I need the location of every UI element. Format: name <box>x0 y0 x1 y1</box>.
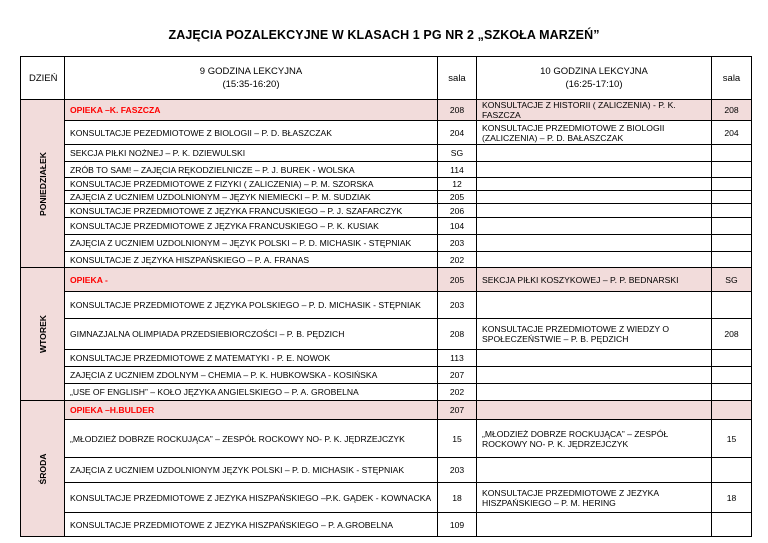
activity-cell: „USE OF ENGLISH” – KOŁO JĘZYKA ANGIELSKIEGO – P. A. GROBELNA <box>65 384 438 401</box>
empty-cell <box>712 178 752 191</box>
table-row <box>21 483 752 513</box>
activity-cell: GIMNAZJALNA OLIMPIADA PRZEDSIEBIORCZOŚCI – P. B. PĘDZICH <box>65 319 438 350</box>
room-cell: 113 <box>438 350 477 367</box>
table-row <box>21 191 752 204</box>
schedule-table <box>20 56 752 537</box>
room-cell: 206 <box>438 204 477 218</box>
empty-cell <box>477 384 712 401</box>
room-cell: 207 <box>438 367 477 384</box>
day-label: ŚRODA <box>37 452 48 485</box>
table-row <box>21 319 752 350</box>
table-row <box>21 178 752 191</box>
table-row <box>21 350 752 367</box>
table-row <box>21 252 752 268</box>
day-cell-monday <box>21 100 65 268</box>
table-row <box>21 367 752 384</box>
header-day: DZIEŃ <box>21 57 65 100</box>
empty-cell <box>477 367 712 384</box>
activity-cell: OPIEKA –H.BULDER <box>65 401 438 420</box>
activity-cell: SEKCJA PIŁKI KOSZYKOWEJ – P. P. BEDNARSKI <box>477 268 712 292</box>
header-lesson-9-label: 9 GODZINA LEKCYJNA <box>199 66 303 77</box>
room-cell: 205 <box>438 191 477 204</box>
empty-cell <box>712 145 752 162</box>
activity-cell: KONSULTACJE Z HISTORII ( ZALICZENIA) - P. K. FASZCZA <box>477 100 712 121</box>
activity-cell: KONSULTACJE PRZEDMIOTOWE Z BIOLOGII (ZALICZENIA) – P. D. BAŁASZCZAK <box>477 121 712 145</box>
activity-cell: KONSULTACJE PRZEDMIOTOWE Z JEZYKA HISZPAŃSKIEGO – P. M. HERING <box>477 483 712 513</box>
activity-cell: ZAJĘCIA Z UCZNIEM UZDOLNIONYM – JĘZYK POLSKI – P. D. MICHASIK - STĘPNIAK <box>65 235 438 252</box>
empty-cell <box>712 235 752 252</box>
empty-cell <box>712 162 752 178</box>
room-cell: 204 <box>712 121 752 145</box>
room-cell: 114 <box>438 162 477 178</box>
activity-cell: ZAJĘCIA Z UCZNIEM UZDOLNIONYM JĘZYK POLSKI – P. D. MICHASIK - STĘPNIAK <box>65 458 438 483</box>
empty-cell <box>712 384 752 401</box>
empty-cell <box>712 513 752 537</box>
empty-cell <box>477 401 712 420</box>
activity-cell: KONSULTACJE PRZEDMIOTOWE Z JĘZYKA FRANCUSKIEGO – P. K. KUSIAK <box>65 218 438 235</box>
activity-cell: KONSULTACJE PEZEDMIOTOWE Z BIOLOGII – P. D. BŁASZCZAK <box>65 121 438 145</box>
empty-cell <box>712 350 752 367</box>
room-cell: 202 <box>438 252 477 268</box>
empty-cell <box>712 204 752 218</box>
room-cell: 12 <box>438 178 477 191</box>
table-row <box>21 204 752 218</box>
table-row <box>21 401 752 420</box>
activity-cell: KONSULTACJE PRZEDMIOTOWE Z WIEDZY O SPOŁECZEŃSTWIE – P. B. PĘDZICH <box>477 319 712 350</box>
page-title: ZAJĘCIA POZALEKCYJNE W KLASACH 1 PG NR 2 „SZKOŁA MARZEŃ” <box>168 28 600 42</box>
activity-cell: KONSULTACJE PRZEDMIOTOWE Z MATEMATYKI - P. E. NOWOK <box>65 350 438 367</box>
room-cell: 104 <box>438 218 477 235</box>
empty-cell <box>712 218 752 235</box>
header-lesson-10 <box>477 57 712 100</box>
empty-cell <box>477 513 712 537</box>
header-lesson-10-label: 10 GODZINA LEKCYJNA <box>540 66 648 77</box>
header-room-10: sala <box>712 57 752 100</box>
activity-cell: KONSULTACJE PRZEDMIOTOWE Z JĘZYKA POLSKIEGO – P. D. MICHASIK - STĘPNIAK <box>65 292 438 319</box>
empty-cell <box>477 218 712 235</box>
activity-cell: KONSULTACJE Z JĘZYKA HISZPAŃSKIEGO – P. A. FRANAS <box>65 252 438 268</box>
empty-cell <box>712 252 752 268</box>
room-cell: 203 <box>438 235 477 252</box>
empty-cell <box>477 191 712 204</box>
empty-cell <box>477 178 712 191</box>
empty-cell <box>712 401 752 420</box>
room-cell: 109 <box>438 513 477 537</box>
empty-cell <box>477 350 712 367</box>
room-cell: SG <box>712 268 752 292</box>
table-row <box>21 513 752 537</box>
room-cell: 15 <box>438 420 477 458</box>
activity-cell: KONSULTACJE PRZEDMIOTOWE Z FIZYKI ( ZALICZENIA) – P. M. SZORSKA <box>65 178 438 191</box>
room-cell: 208 <box>712 100 752 121</box>
activity-cell: ZAJĘCIA Z UCZNIEM ZDOLNYM – CHEMIA – P. K. HUBKOWSKA - KOSIŃSKA <box>65 367 438 384</box>
empty-cell <box>477 235 712 252</box>
table-row <box>21 458 752 483</box>
header-lesson-9-time: (15:35-16:20) <box>222 79 280 90</box>
activity-cell: „MŁODZIEŻ DOBRZE ROCKUJĄCA” – ZESPÓŁ ROCKOWY NO- P. K. JĘDRZEJCZYK <box>477 420 712 458</box>
room-cell: 207 <box>438 401 477 420</box>
empty-cell <box>477 145 712 162</box>
table-row <box>21 121 752 145</box>
room-cell: 208 <box>438 100 477 121</box>
activity-cell: SEKCJA PIŁKI NOŻNEJ – P. K. DZIEWULSKI <box>65 145 438 162</box>
table-row <box>21 292 752 319</box>
table-row <box>21 145 752 162</box>
room-cell: 208 <box>712 319 752 350</box>
table-row <box>21 100 752 121</box>
table-row <box>21 268 752 292</box>
activity-cell: KONSULTACJE PRZEDMIOTOWE Z JĘZYKA FRANCUSKIEGO – P. J. SZAFARCZYK <box>65 204 438 218</box>
activity-cell: OPIEKA –K. FASZCZA <box>65 100 438 121</box>
table-row <box>21 218 752 235</box>
room-cell: 205 <box>438 268 477 292</box>
table-row <box>21 162 752 178</box>
header-room-9: sala <box>438 57 477 100</box>
empty-cell <box>477 252 712 268</box>
room-cell: 208 <box>438 319 477 350</box>
room-cell: 18 <box>712 483 752 513</box>
empty-cell <box>712 292 752 319</box>
activity-cell: OPIEKA - <box>65 268 438 292</box>
day-cell-tuesday <box>21 268 65 401</box>
day-label: WTOREK <box>37 314 48 354</box>
empty-cell <box>477 162 712 178</box>
header-lesson-9 <box>65 57 438 100</box>
empty-cell <box>712 191 752 204</box>
empty-cell <box>712 367 752 384</box>
room-cell: SG <box>438 145 477 162</box>
activity-cell: ZRÓB TO SAM! – ZAJĘCIA RĘKODZIELNICZE – P. J. BUREK - WOLSKA <box>65 162 438 178</box>
empty-cell <box>477 204 712 218</box>
room-cell: 203 <box>438 458 477 483</box>
activity-cell: ZAJĘCIA Z UCZNIEM UZDOLNIONYM – JĘZYK NIEMIECKI – P. M. SUDZIAK <box>65 191 438 204</box>
empty-cell <box>477 292 712 319</box>
activity-cell: KONSULTACJE PRZEDMIOTOWE Z JEZYKA HISZPAŃSKIEGO –P.K. GĄDEK - KOWNACKA <box>65 483 438 513</box>
room-cell: 203 <box>438 292 477 319</box>
header-lesson-10-time: (16:25-17:10) <box>565 79 623 90</box>
room-cell: 204 <box>438 121 477 145</box>
empty-cell <box>477 458 712 483</box>
room-cell: 15 <box>712 420 752 458</box>
table-row <box>21 384 752 401</box>
activity-cell: „MŁODZIEŻ DOBRZE ROCKUJĄCA” – ZESPÓŁ ROCKOWY NO- P. K. JĘDRZEJCZYK <box>65 420 438 458</box>
room-cell: 202 <box>438 384 477 401</box>
empty-cell <box>712 458 752 483</box>
day-cell-wednesday <box>21 401 65 537</box>
table-row <box>21 235 752 252</box>
activity-cell: KONSULTACJE PRZEDMIOTOWE Z JEZYKA HISZPAŃSKIEGO – P. A.GROBELNA <box>65 513 438 537</box>
day-label: PONIEDZIAŁEK <box>37 151 48 216</box>
room-cell: 18 <box>438 483 477 513</box>
table-row <box>21 420 752 458</box>
header-row <box>21 57 752 100</box>
